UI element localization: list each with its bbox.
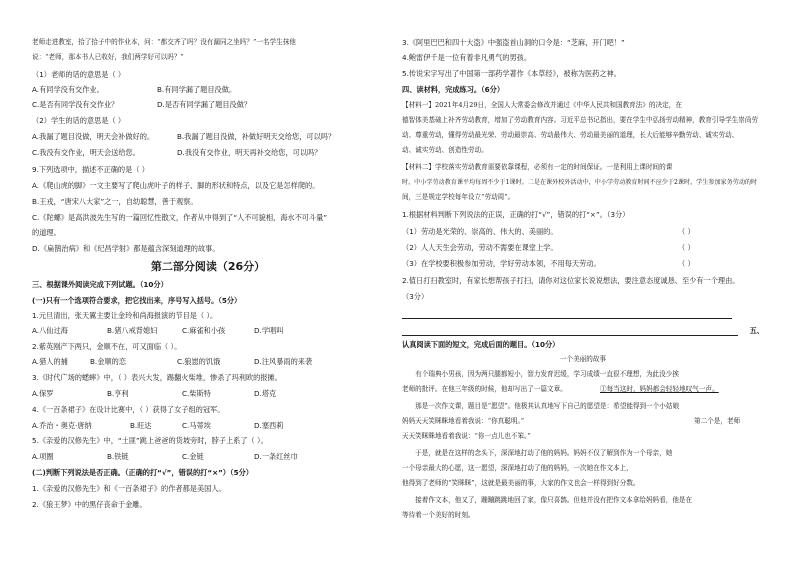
option-d: D.塔克 bbox=[254, 389, 277, 398]
material-line: 【材料一】2021年4月29日，全国人大常委会修改并通过《中华人民共和国教育法》的决定，在 bbox=[402, 101, 682, 109]
story-line: 一个母亲最大的心愿，这一愿望，深深地打动了他的妈妈，一次她在作文本上， bbox=[402, 464, 633, 472]
option-b: B.我漏了题目没做，补做好明天交给您，可以吗？ bbox=[177, 132, 336, 141]
story-line: 妈妈天天笑眯眯地看着我说：“你真聪明。” bbox=[402, 417, 525, 425]
story-line: 老师的批评。在他三年级的时候，他却写出了一篇文章。 bbox=[402, 385, 567, 393]
answer-line bbox=[402, 335, 738, 336]
story-line: 等待着一个美好的时刻。 bbox=[402, 511, 475, 519]
part-title: 第二部分阅读（26分） bbox=[150, 260, 266, 273]
option-d: D.是否有同学漏了题目没做？ bbox=[157, 100, 252, 109]
question-stem: 5.《亲爱的汉修先生》中，“土匪”跳上爸爸的货坡旁时，脖子上系了（ ）。 bbox=[32, 436, 268, 445]
option-d: D.注风暴雨的来袭 bbox=[254, 357, 313, 366]
judgment-item: （2）人人天生会劳动，劳动不需要在课堂上学。 bbox=[402, 243, 558, 252]
section-title: 认真阅读下面的短文，完成后面的题目。（10分） bbox=[402, 340, 560, 349]
option-a: A.猎人的捕 bbox=[32, 357, 68, 366]
option-a: A.有同学没有交作业。 bbox=[32, 85, 104, 94]
material-line: 间，三是规定学校每年设立“劳动周”。 bbox=[402, 193, 515, 201]
passage-line: 说：“老师，那本书人已收好，我们两学好可以吗？” bbox=[32, 53, 184, 61]
judgment-item: 1.《亲爱的汉修先生》和《一百条裙子》的作者都是美国人。 bbox=[32, 484, 226, 493]
option-a: A.项圈 bbox=[32, 452, 54, 461]
passage-line: 老师走进教室，拾了拾子中的作业本，问：“都交齐了吗？没有漏同之坐吗？”一名学生抹他 bbox=[32, 38, 296, 46]
answer-paren: （ ） bbox=[678, 227, 695, 236]
story-line: 于是，就是在这样的念头下，深深地打动了他的妈妈。妈妈不仅了解到作为一个母亲，她 bbox=[402, 449, 673, 457]
underlined-sentence: ①每当这时，妈妈都会轻轻地叹气一声。 bbox=[600, 385, 719, 393]
question-stem: 2.值日打扫教室时，有家长想帮孩子打扫，请你对这位家长说说想法，要注意态度诚恳、至少有一个理由。 bbox=[402, 276, 740, 285]
question-stem: （3分） bbox=[402, 292, 429, 301]
option-b: B.亨利 bbox=[107, 389, 129, 398]
option-a: A.《爬山虎的脚》一文主要写了爬山虎叶子的样子、脚的形状和特点，以及它是怎样爬的。 bbox=[32, 181, 320, 190]
material-line: 时，中小学劳动教育课平均每周不少于1课时。二是在课外校外活动中，中小学劳动教育时间不应少于2课时，学生参加家务劳动的时 bbox=[402, 179, 758, 186]
subsection-title: (一)只有一个选项符合要求，把它找出来，序号写入括号。（5分） bbox=[32, 296, 242, 305]
option-c: C.金链 bbox=[182, 452, 204, 461]
material-line: 动、尊重劳动，懂得劳动最光荣、劳动最崇高、劳动最伟大、劳动最美丽的道理，长大后能够辛勤劳动、诚实劳动、 bbox=[402, 131, 739, 139]
question-stem: 4.《一百条裙子》在设计比赛中，（ ）获得了女子组的冠军。 bbox=[32, 405, 225, 414]
option-a: A.保罗 bbox=[32, 389, 54, 398]
option-c: C.是否有同学没有交作业？ bbox=[32, 100, 119, 109]
option-b: B.旺达 bbox=[130, 421, 152, 430]
option-b: B.金顺的恋 bbox=[90, 357, 126, 366]
option-b: B.猪八戒背媳妇 bbox=[107, 326, 158, 335]
option-a: A.我漏了题目没做，明天会补做好的。 bbox=[32, 132, 155, 141]
story-line: 那是一次作文课，题目是“愿望”。他极其认真地写下自己的愿望是：希望能得到一个小姑娘 bbox=[402, 402, 680, 410]
story-line: 有个瑞典小男孩，因为两只腿都短小，智力发育迟缓，学习成绩一直很不理想，为此没少挨 bbox=[402, 370, 679, 378]
option-b: B.铁链 bbox=[107, 452, 129, 461]
section-number: 五、 bbox=[749, 326, 764, 335]
option-a: A.八仙过海 bbox=[32, 326, 68, 335]
option-c: C.麻雀和小孩 bbox=[182, 326, 226, 335]
story-line: 第二个是，老师 bbox=[694, 417, 741, 425]
option-d: D.塞西莉 bbox=[254, 421, 284, 430]
material-line: 德智体美基础上补齐劳动教育，增加了劳动教育内容。习近平总书记指出，要在学生中弘扬劳动精神，教育引导学生崇尚劳 bbox=[402, 116, 759, 124]
option-c: 的道理。 bbox=[32, 228, 61, 237]
question-stem: 9.下列选项中，描述不正确的是（ ） bbox=[32, 165, 149, 174]
option-c: C.《陀螺》是高洪波先生写的一篇回忆性散文，作者从中得到了“人不可貌相，海水不可斗量” bbox=[32, 213, 328, 222]
option-d: D.《扁鹊治病》和《纪昌学射》都是蕴含深刻道理的故事。 bbox=[32, 244, 220, 253]
story-title: 一个美丽的故事 bbox=[559, 355, 607, 363]
question-stem: 1.元旦清出，张天翼主要让金玲和尚海报演的节目是（ ）。 bbox=[32, 311, 218, 320]
question-stem: 1.根据材料判断下列说法的正误，正确的打“√”，错误的打“×”。（3分） bbox=[402, 210, 630, 219]
judgment-item: （1）劳动是光荣的、崇高的、伟大的、美丽的。 bbox=[402, 227, 558, 236]
question-stem: （2）学生的话的意思是（ ） bbox=[32, 116, 126, 125]
option-b: B.王戎，“唐宋八大家”之一，自幼聪慧，善于观察。 bbox=[32, 197, 198, 206]
judgment-item: 4.鲍雷伊千是一位有着非凡勇气的男孩。 bbox=[402, 53, 532, 62]
material-line: 【材料二】学校落实劳动教育需要依靠课程，必须有一定的时间保证。一是利用上课时间的课 bbox=[402, 163, 673, 171]
judgment-item: （3）在学校要积极参加劳动，学好劳动本领，不用每天劳动。 bbox=[402, 259, 601, 268]
option-c: C.我没有交作业，明天会送给您。 bbox=[32, 148, 140, 157]
option-a: A.乔治・奥克·唐纳 bbox=[32, 421, 92, 430]
material-line: 动、诚实劳动、创造性劳动。 bbox=[402, 146, 488, 154]
section-title: 四、读材料，完成练习。（6分） bbox=[402, 85, 505, 94]
option-c: C.柴斯特 bbox=[182, 389, 211, 398]
option-d: D.一条红丝巾 bbox=[254, 452, 298, 461]
subsection-title: (二)判断下列说法是否正确。（正确的打“√”，错误的打“×”）（5分） bbox=[32, 468, 253, 477]
question-stem: 3.《时代广场的蟋蟀》中，（ ）表兴大发，踢翻火柴堆，惨杀了玛利欧的报摊。 bbox=[32, 373, 282, 382]
question-stem: 2.紫英刚产下两只，金顺不在，可又面临（ ）。 bbox=[32, 342, 182, 351]
judgment-item: 2.《狼王梦》中的黑仔丧命于金雕。 bbox=[32, 500, 147, 509]
option-c: C.狼崽的饥饿 bbox=[177, 357, 221, 366]
judgment-item: 5.传说宋字写出了中国第一部药学著作《本草经》，被称为医药之神。 bbox=[402, 69, 621, 78]
option-b: B.有同学漏了题目没做。 bbox=[157, 85, 237, 94]
answer-paren: （ ） bbox=[678, 259, 695, 268]
judgment-item: 3.《阿里巴巴和四十大盗》中强盗首山洞的口令是：“芝麻，开门吧！” bbox=[402, 38, 625, 47]
answer-line bbox=[402, 318, 732, 319]
answer-paren: （ ） bbox=[678, 243, 695, 252]
story-line: 接着作文本，他又了，蹦蹦跳跳地回了家，像只喜鹊。但他并没有把作文本拿给妈妈看，他是在 bbox=[402, 496, 693, 504]
section-title: 三、根据课外阅读完成下列试题。（10分） bbox=[32, 280, 168, 289]
story-line: 天天笑眯眯地看着我说：“你一点儿也不笨。” bbox=[402, 432, 531, 440]
story-line: 他得到了老师的“笑眯眯”，这就是最美丽的事，大家的作文也会一样得到好分数。 bbox=[402, 479, 640, 487]
question-stem: （1）老师的话的意思是（ ） bbox=[32, 70, 126, 79]
option-d: D.学唱叫 bbox=[254, 326, 284, 335]
option-c: C.马蒂埃 bbox=[182, 421, 211, 430]
option-d: D.我没有交作业，明天再补交给您，可以吗？ bbox=[177, 148, 322, 157]
